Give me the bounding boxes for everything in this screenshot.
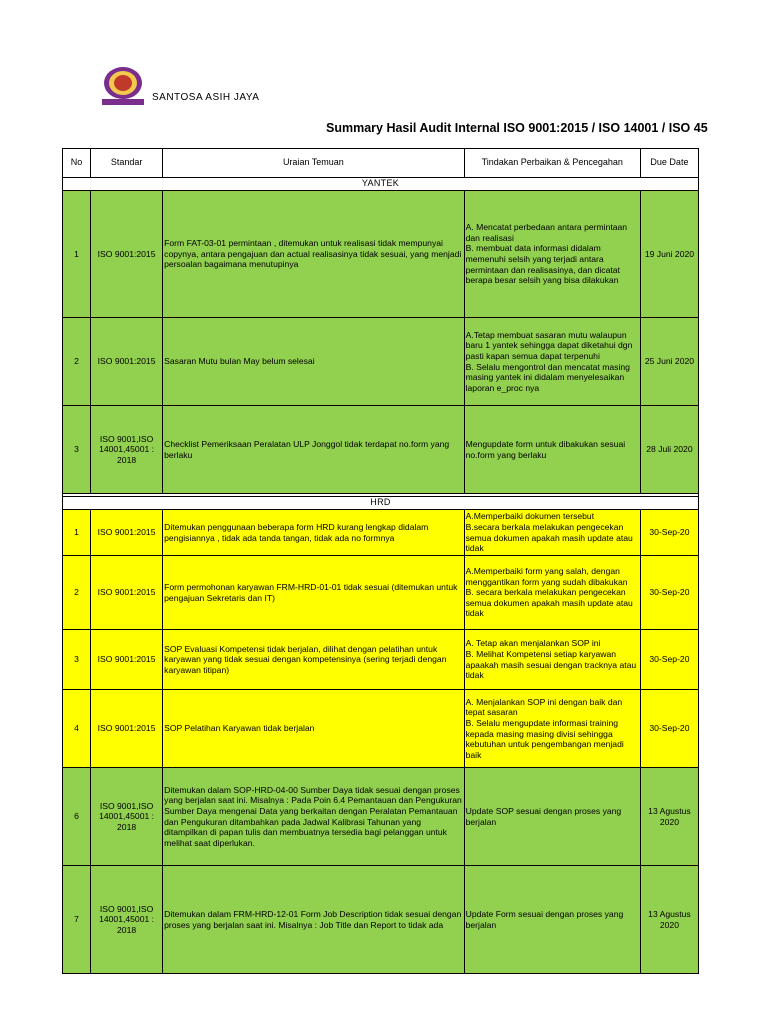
row-due-date: 30-Sep-20 [640, 630, 698, 690]
row-finding: SOP Pelatihan Karyawan tidak berjalan [163, 690, 464, 768]
row-corrective-action: A.Tetap membuat sasaran mutu walaupun baru 1 yantek sehingga dapat diketahui dgn pasti kapan semua dapat terpenuhi B. Selalu mengontrol dan mencatat masing masing yantek ini didalam menyelesaikan laporan e_proc nya [464, 318, 640, 406]
row-standard: ISO 9001:2015 [91, 191, 163, 318]
row-standard: ISO 9001:2015 [91, 630, 163, 690]
row-due-date: 30-Sep-20 [640, 510, 698, 556]
row-number: 4 [63, 690, 91, 768]
table-row [63, 406, 699, 494]
audit-table-body [63, 178, 699, 974]
row-number: 3 [63, 630, 91, 690]
row-finding: Ditemukan penggunaan beberapa form HRD kurang lengkap didalam pengisiannya , tidak ada tanda tangan, tidak ada no formnya [163, 510, 464, 556]
section-label: YANTEK [63, 178, 699, 191]
table-row [63, 318, 699, 406]
company-name: SANTOSA ASIH JAYA [152, 92, 260, 103]
row-due-date: 28 Juli 2020 [640, 406, 698, 494]
row-finding: Form permohonan karyawan FRM-HRD-01-01 tidak sesuai (ditemukan untuk pengajuan Sekretaris dan IT) [163, 556, 464, 630]
row-due-date: 30-Sep-20 [640, 690, 698, 768]
section-label: HRD [63, 497, 699, 510]
audit-table [62, 148, 699, 974]
header-tindakan: Tindakan Perbaikan & Pencegahan [464, 149, 640, 178]
row-corrective-action: Update SOP sesuai dengan proses yang berjalan [464, 768, 640, 866]
row-finding: Checklist Pemeriksaan Peralatan ULP Jonggol tidak terdapat no.form yang berlaku [163, 406, 464, 494]
row-standard: ISO 9001,ISO 14001,45001 : 2018 [91, 768, 163, 866]
row-finding: Ditemukan dalam FRM-HRD-12-01 Form Job Description tidak sesuai dengan proses yang berjalan saat ini. Misalnya : Job Title dan Report to tidak ada [163, 866, 464, 974]
row-number: 3 [63, 406, 91, 494]
row-number: 6 [63, 768, 91, 866]
row-finding: Form FAT-03-01 permintaan , ditemukan untuk realisasi tidak mempunyai copynya, antara pengajuan dan actual realisasinya tidak sesuai, yang menjadi persoalan bagaimana menutupinya [163, 191, 464, 318]
row-corrective-action: A. Menjalankan SOP ini dengan baik dan tepat sasaran B. Selalu mengupdate informasi training kepada masing masing divisi sehingga kebutuhan untuk pengembangan menjadi baik [464, 690, 640, 768]
row-number: 1 [63, 191, 91, 318]
row-due-date: 13 Agustus 2020 [640, 768, 698, 866]
row-standard: ISO 9001,ISO 14001,45001 : 2018 [91, 866, 163, 974]
row-standard: ISO 9001:2015 [91, 690, 163, 768]
row-finding: Ditemukan dalam SOP-HRD-04-00 Sumber Daya tidak sesuai dengan proses yang berjalan saat ini. Misalnya : Pada Poin 6.4 Pemantauan dan Pengukuran Sumber Daya mengenai Data yang berkaitan dengan Peralatan Pemantauan dan Pengukuran ditambahkan pada Jadwal Kalibrasi Tahunan yang ditampilkan di papan tulis dan membuatnya tersedia bagi pelanggan untuk melihat saat diperlukan. [163, 768, 464, 866]
row-due-date: 30-Sep-20 [640, 556, 698, 630]
row-standard: ISO 9001,ISO 14001,45001 : 2018 [91, 406, 163, 494]
row-number: 7 [63, 866, 91, 974]
header-no: No [63, 149, 91, 178]
row-corrective-action: A.Memperbaiki form yang salah, dengan menggantikan form yang sudah dibakukan B. secara berkala melakukan pengecekan semua dokumen apakah masih update atau tidak [464, 556, 640, 630]
section-row [63, 178, 699, 191]
row-due-date: 25 Juni 2020 [640, 318, 698, 406]
table-row [63, 630, 699, 690]
table-row [63, 191, 699, 318]
row-due-date: 19 Juni 2020 [640, 191, 698, 318]
row-corrective-action: Mengupdate form untuk dibakukan sesuai no.form yang berlaku [464, 406, 640, 494]
row-standard: ISO 9001:2015 [91, 318, 163, 406]
section-row [63, 497, 699, 510]
row-corrective-action: Update Form sesuai dengan proses yang berjalan [464, 866, 640, 974]
row-standard: ISO 9001:2015 [91, 510, 163, 556]
header-standar: Standar [91, 149, 163, 178]
row-corrective-action: A. Tetap akan menjalankan SOP ini B. Melihat Kompetensi setiap karyawan apaakah masih sesuai dengan tracknya atau tidak [464, 630, 640, 690]
table-row [63, 556, 699, 630]
row-standard: ISO 9001:2015 [91, 556, 163, 630]
header-uraian: Uraian Temuan [163, 149, 464, 178]
row-finding: SOP Evaluasi Kompetensi tidak berjalan, dilihat dengan pelatihan untuk karyawan yang tidak sesuai dengan kompetensinya (sering terjadi dengan karyawan titipan) [163, 630, 464, 690]
row-corrective-action: A. Mencatat perbedaan antara permintaan dan realisasi B. membuat data informasi didalam memenuhi selsih yang terjadi antara permintaan dan realisasinya, dan dicatat berapa besar selsih yang bisa dilakukan [464, 191, 640, 318]
page-title: Summary Hasil Audit Internal ISO 9001:2015 / ISO 14001 / ISO 45 [326, 121, 708, 135]
company-logo [98, 66, 148, 106]
row-number: 2 [63, 318, 91, 406]
row-due-date: 13 Agustus 2020 [640, 866, 698, 974]
table-row [63, 510, 699, 556]
row-corrective-action: A.Memperbaiki dokumen tersebut B.secara berkala melakukan pengecekan semua dokumen apakah masih update atau tidak [464, 510, 640, 556]
table-header-row [63, 149, 699, 178]
table-row [63, 866, 699, 974]
row-number: 1 [63, 510, 91, 556]
table-row [63, 768, 699, 866]
row-finding: Sasaran Mutu bulan May belum selesai [163, 318, 464, 406]
row-number: 2 [63, 556, 91, 630]
header-due-date: Due Date [640, 149, 698, 178]
table-row [63, 690, 699, 768]
